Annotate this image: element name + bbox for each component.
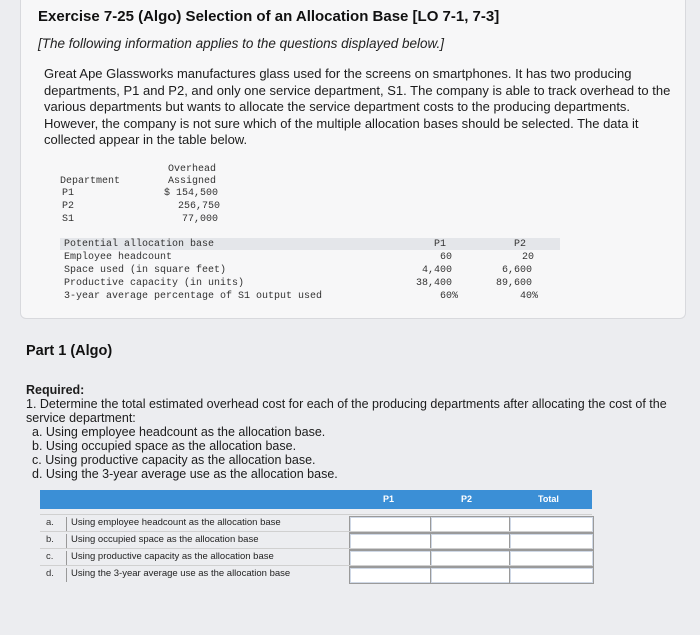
row-letter: a. <box>46 517 54 528</box>
row-label: Using productive capacity as the allocation base <box>66 551 274 565</box>
required-section <box>26 383 686 481</box>
base-row-p2: 20 <box>522 252 535 263</box>
overhead-p1: $ 154,500 <box>164 188 219 199</box>
row-label: Using employee headcount as the allocation base <box>66 517 281 531</box>
intro-paragraph: Great Ape Glassworks manufactures glass used for the screens on smartphones. It has two producing departments, P1 and P2, and only one service department, S1. The company is able to track overhead to the various departments but wants to allocate the service department costs to the producing departments. However, the company is not sure which of the multiple allocation bases should be selected. The data it collected appear in the table below. <box>44 66 671 147</box>
base-row-p2: 89,600 <box>496 278 533 289</box>
row-letter: d. <box>46 568 54 579</box>
answer-col-p2: P2 <box>461 494 473 504</box>
department-header: Department <box>60 176 121 187</box>
row-label: Using occupied space as the allocation base <box>66 534 258 548</box>
overhead-header-line1: Overhead <box>168 164 217 175</box>
base-col-p2: P2 <box>514 239 527 250</box>
answer-row-d <box>40 565 592 582</box>
overhead-s1: 77,000 <box>182 214 219 225</box>
answer-col-total: Total <box>538 494 559 504</box>
base-row-p2: 6,600 <box>502 265 533 276</box>
answer-table-header <box>40 490 592 509</box>
required-question: 1. Determine the total estimated overhead cost for each of the producing departments after allocating the cost of the service department: <box>26 397 667 425</box>
overhead-header-line2: Assigned <box>168 176 217 187</box>
base-row-p1: 60 <box>440 252 453 263</box>
base-col-p1: P1 <box>434 239 447 250</box>
required-heading: Required: <box>26 383 85 397</box>
answer-row-a <box>40 514 592 531</box>
total-input-d[interactable] <box>509 567 594 584</box>
p2-input-d[interactable] <box>430 567 512 584</box>
required-item-d: d. Using the 3-year average use as the allocation base. <box>32 467 338 481</box>
base-row-p2: 40% <box>520 291 539 302</box>
base-row-label: Employee headcount <box>64 252 173 263</box>
row-letter: b. <box>46 534 54 545</box>
overhead-p2: 256,750 <box>178 201 221 212</box>
required-item-b: b. Using occupied space as the allocation base. <box>32 439 297 453</box>
base-row-p1: 38,400 <box>416 278 453 289</box>
row-letter: c. <box>46 551 54 562</box>
dept-p2: P2 <box>62 201 75 212</box>
base-row-p1: 4,400 <box>422 265 453 276</box>
allocation-base-table <box>60 238 560 308</box>
exercise-title: Exercise 7-25 (Algo) Selection of an Allocation Base [LO 7-1, 7-3] <box>38 8 500 25</box>
overhead-table <box>60 164 230 224</box>
part-label: Part 1 (Algo) <box>26 343 113 359</box>
dept-p1: P1 <box>62 188 75 199</box>
base-header: Potential allocation base <box>64 239 215 250</box>
answer-col-p1: P1 <box>383 494 395 504</box>
p1-input-d[interactable] <box>349 567 433 584</box>
required-item-a: a. Using employee headcount as the allocation base. <box>32 425 326 439</box>
exercise-subtitle: [The following information applies to the questions displayed below.] <box>38 36 444 51</box>
dept-s1: S1 <box>62 214 75 225</box>
base-row-p1: 60% <box>440 291 459 302</box>
base-row-label: Space used (in square feet) <box>64 265 227 276</box>
row-label: Using the 3-year average use as the allocation base <box>66 568 290 582</box>
answer-row-c <box>40 548 592 565</box>
base-row-label: Productive capacity (in units) <box>64 278 245 289</box>
required-item-c: c. Using productive capacity as the allocation base. <box>32 453 316 467</box>
base-row-label: 3-year average percentage of S1 output used <box>64 291 323 302</box>
answer-table <box>40 490 592 582</box>
answer-row-b <box>40 531 592 548</box>
